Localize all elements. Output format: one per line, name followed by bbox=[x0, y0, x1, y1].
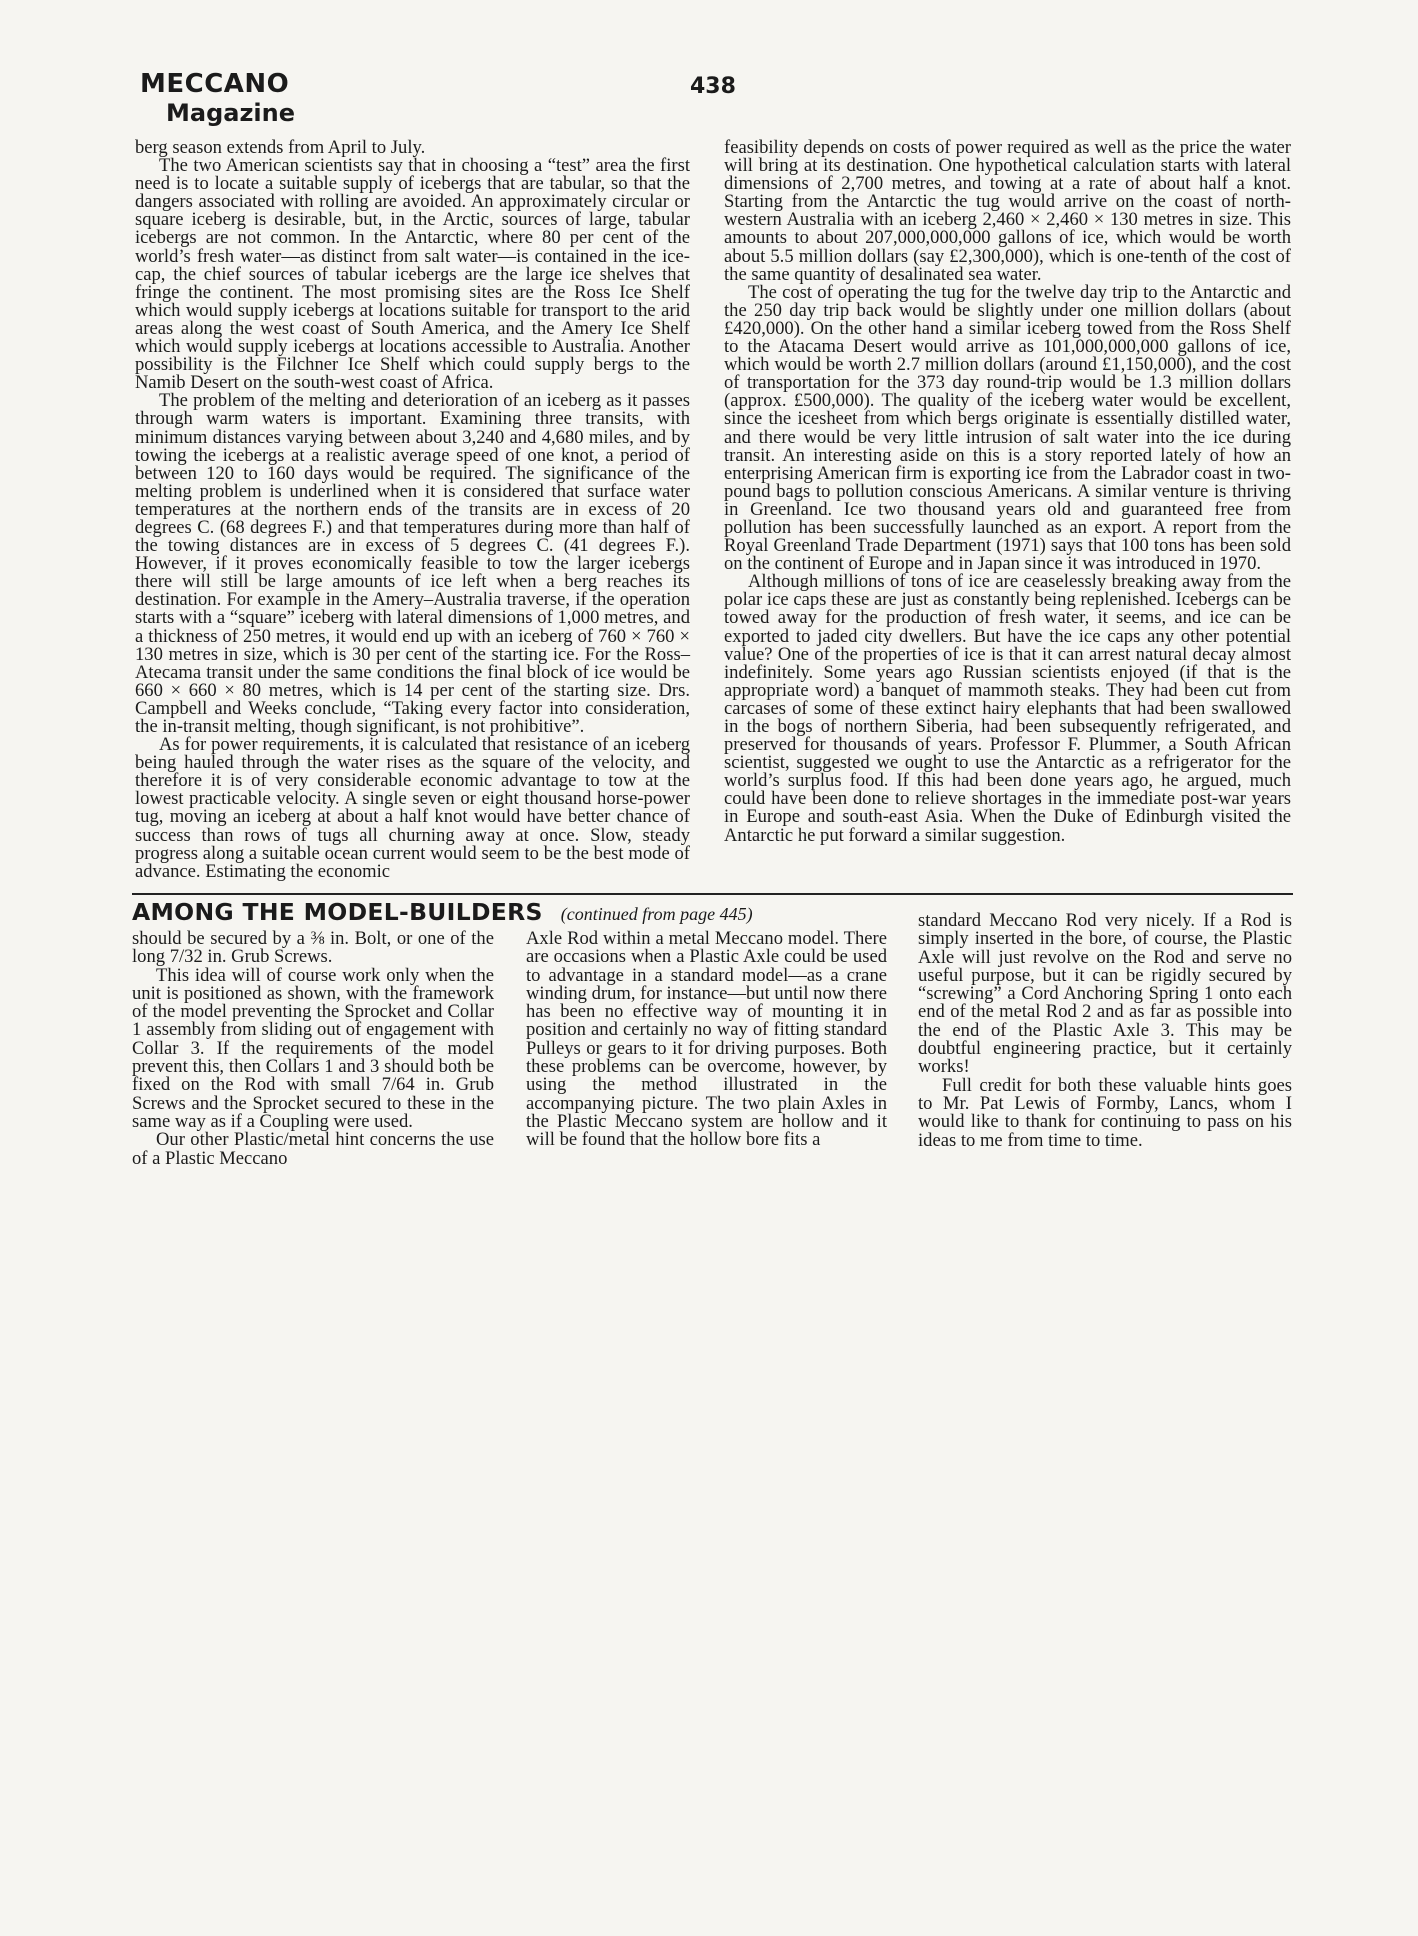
continued-note: (continued from page 445) bbox=[560, 904, 753, 924]
article-right-column bbox=[724, 139, 1291, 845]
section-paragraph: Full credit for both these valuable hints goes to Mr. Pat Lewis of Formby, Lancs, whom I would like to thank for continuing to pass on his ideas to me from time to time. bbox=[918, 1074, 1292, 1151]
section-title: AMONG THE MODEL-BUILDERS bbox=[132, 898, 543, 926]
article-paragraph: Although millions of tons of ice are ceaselessly breaking away from the polar ice caps these are just as constantly being replenished. Icebergs can be towed away for the production of fresh water, it seems, and ice can be exported to jaded city dwellers. But have the ice caps any other potential value? One of the properties of ice is that it can arrest natural decay almost indefinitely. Some years ago Russian scientists enjoyed (if that is the appropriate word) a banquet of mammoth steaks. They had been cut from carcases of some of these extinct hairy elephants that had been swallowed in the bogs of northern Siberia, had been subsequently refrigerated, and preserved for thousands of years. Professor F. Plummer, a South African scientist, suggested we ought to use the Antarctic as a refrigerator for the world’s surplus food. If this had been done years ago, he argued, much could have been done to relieve shortages in the immediate post-war years in Europe and south-east Asia. When the Duke of Edinburgh visited the Antarctic he put forward a similar suggestion. bbox=[724, 571, 1291, 846]
section-paragraph: Axle Rod within a metal Meccano model. There are occasions when a Plastic Axle could be used to advantage in a standard model—as a crane winding drum, for instance—but until now there has been no effective way of mounting it in position and certainly no way of fitting standard Pulleys or gears to it for driving purposes. Both these problems can be overcome, however, by using the method illustrated in the accompanying picture. The two plain Axles in the Plastic Meccano system are hollow and it will be found that the hollow bore fits a bbox=[526, 928, 887, 1151]
section-column-2 bbox=[526, 930, 887, 1150]
section-paragraph: This idea will of course work only when the unit is positioned as shown, with the framework of the model preventing the Sprocket and Collar 1 assembly from sliding out of engagement with Collar 3. If the requirements of the model prevent this, then Collars 1 and 3 should both be fixed on the Rod with small 7/64 in. Grub Screws and the Sprocket secured to these in the same way as if a Coupling were used. bbox=[132, 964, 494, 1132]
section-column-3 bbox=[918, 912, 1292, 1150]
section-divider bbox=[132, 893, 1293, 895]
masthead bbox=[140, 70, 295, 128]
masthead-subtitle: Magazine bbox=[166, 99, 296, 127]
masthead-title: MECCANO bbox=[140, 69, 290, 99]
section-column-1 bbox=[132, 930, 494, 1168]
article-paragraph: The two American scientists say that in choosing a “test” area the first need is to locate a suitable supply of icebergs that are tabular, so that the dangers associated with rolling are avoided. An approximately circular or square iceberg is desirable, but, in the Arctic, sources of large, tabular icebergs are not common. In the Antarctic, where 80 per cent of the world’s fresh water—as distinct from salt water—is contained in the ice-cap, the chief sources of tabular icebergs are the large ice shelves that fringe the continent. The most promising sites are the Ross Ice Shelf which would supply icebergs at locations suitable for transport to the arid areas along the west coast of South America, and the Amery Ice Shelf which would supply icebergs at locations accessible to Australia. Another possibility is the Filchner Ice Shelf which could supply bergs to the Namib Desert on the south-west coast of Africa. bbox=[135, 155, 690, 394]
section-paragraph: standard Meccano Rod very nicely. If a Rod is simply inserted in the bore, of course, the Plastic Axle will just revolve on the Rod and serve no useful purpose, but it can be rigidly secured by “screwing” a Cord Anchoring Spring 1 onto each end of the metal Rod 2 and as far as possible into the end of the Plastic Axle 3. This may be doubtful engineering practice, but it certainly works! bbox=[918, 910, 1292, 1078]
section-paragraph: should be secured by a ⅜ in. Bolt, or one of the long 7/32 in. Grub Screws. bbox=[132, 928, 494, 968]
page-number: 438 bbox=[690, 74, 736, 99]
article-paragraph: The problem of the melting and deterioration of an iceberg as it passes through warm waters is important. Examining three transits, with minimum distances varying between about 3,240 and 4,680 miles, and by towing the icebergs at a realistic average speed of one knot, a period of between 120 to 160 days would be required. The significance of the melting problem is underlined when it is considered that surface water temperatures at the northern ends of the transits are in excess of 20 degrees C. (68 degrees F.) and that temperatures during more than half of the towing distances are in excess of 5 degrees C. (41 degrees F.). However, if it proves economically feasible to tow the larger icebergs there will still be large amounts of ice left when a berg reaches its destination. For example in the Amery–Australia traverse, if the operation starts with a “square” iceberg with lateral dimensions of 1,000 metres, and a thickness of 250 metres, it would end up with an iceberg of 760 × 760 × 130 metres in size, which is 30 per cent of the starting ice. For the Ross–Atecama transit under the same conditions the final block of ice would be 660 × 660 × 80 metres, which is 14 per cent of the starting size. Drs. Campbell and Weeks conclude, “Taking every factor into consideration, the in-transit melting, though significant, is not prohibitive”. bbox=[135, 390, 690, 737]
article-paragraph: feasibility depends on costs of power required as well as the price the water will bring at its destination. One hypothetical calculation starts with lateral dimensions of 2,700 metres, and towing at a rate of about half a knot. Starting from the Antarctic the tug would arrive on the coast of north-western Australia with an iceberg 2,460 × 2,460 × 130 metres in size. This amounts to about 207,000,000,000 gallons of ice, which would be worth about 5.5 million dollars (say £2,300,000), which is one-tenth of the cost of the same quantity of desalinated sea water. bbox=[724, 137, 1291, 285]
article-paragraph: The cost of operating the tug for the twelve day trip to the Antarctic and the 250 day trip back would be slightly under one million dollars (about £420,000). On the other hand a similar iceberg towed from the Ross Shelf to the Atacama Desert would arrive as 101,000,000,000 gallons of ice, which would be worth 2.7 million dollars (around £1,150,000), and the cost of transportation for the 373 day round-trip would be 1.3 million dollars (approx. £500,000). The quality of the iceberg water would be excellent, since the icesheet from which bergs originate is essentially distilled water, and there would be very little intrusion of salt water into the ice during transit. An interesting aside on this is a story reported lately of how an enterprising American firm is exporting ice from the Labrador coast in two-pound bags to pollution conscious Americans. A similar venture is thriving in Greenland. Ice two thousand years old and guaranteed free from pollution has been successfully launched as an export. A report from the Royal Greenland Trade Department (1971) says that 100 tons has been sold on the continent of Europe and in Japan since it was introduced in 1970. bbox=[724, 281, 1291, 575]
article-paragraph: berg season extends from April to July. bbox=[135, 137, 426, 158]
article-left-column bbox=[135, 139, 690, 881]
article-paragraph: As for power requirements, it is calculated that resistance of an iceberg being hauled through the water rises as the square of the velocity, and therefore it is of very considerable economic advantage to tow at the lowest practicable velocity. A single seven or eight thousand horse-power tug, moving an iceberg at about a half knot would have better chance of success than rows of tugs all churning away at once. Slow, steady progress along a suitable ocean current would seem to be the best mode of advance. Estimating the economic bbox=[135, 734, 690, 882]
section-heading bbox=[132, 898, 753, 926]
section-paragraph: Our other Plastic/metal hint concerns the use of a Plastic Meccano bbox=[132, 1129, 494, 1169]
